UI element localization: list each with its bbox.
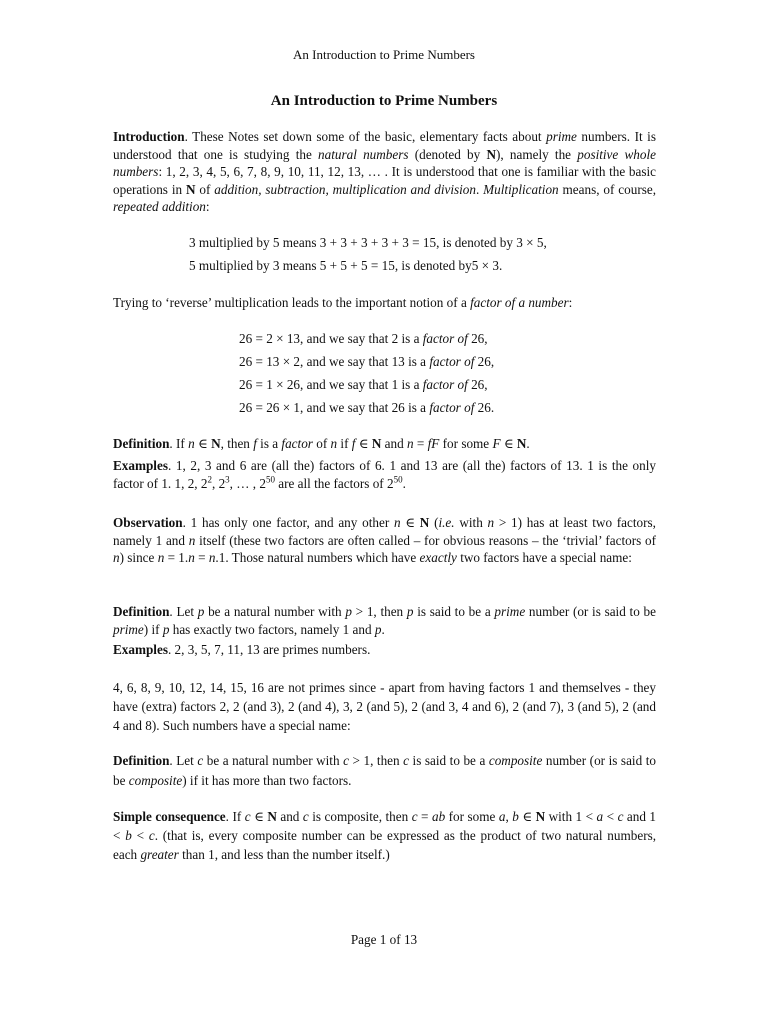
- text: numbers. It is understood that one is studying the: [113, 129, 656, 162]
- definition-label: Definition: [113, 436, 170, 451]
- mult-example: 3 multiplied by 5 means 3 + 3 + 3 + 3 + 3 = 15, is denoted by 3 × 5,: [189, 235, 547, 250]
- var: n: [188, 550, 195, 565]
- text: , … , 2: [229, 475, 266, 491]
- text: ∈: [194, 436, 212, 451]
- text: . 1 has only one factor, and any other: [182, 515, 394, 530]
- text: ), namely the: [496, 146, 578, 162]
- var: c: [617, 809, 624, 824]
- var: a: [596, 809, 604, 824]
- text: ∈: [250, 809, 268, 824]
- exponent: 50: [265, 474, 275, 485]
- text: with: [454, 515, 488, 530]
- factor-example: [239, 396, 494, 419]
- definition-factor: [113, 435, 656, 453]
- emph: factor: [281, 436, 313, 451]
- definition-label: Definition: [113, 604, 170, 619]
- examples-factors: [113, 457, 656, 492]
- text: . If: [225, 809, 245, 824]
- text: with 1 <: [545, 809, 597, 824]
- text: ) since: [119, 550, 158, 565]
- text: > 1, then: [348, 753, 404, 768]
- text: (: [429, 515, 439, 530]
- var: c: [411, 809, 418, 824]
- text: . Let: [169, 753, 198, 768]
- var: n: [188, 532, 196, 548]
- examples-label: Examples: [113, 458, 168, 473]
- var: n: [393, 515, 401, 530]
- var: p: [406, 604, 414, 619]
- page-title: An Introduction to Prime Numbers: [270, 93, 498, 109]
- naturals-symbol: N: [486, 146, 496, 162]
- exponent: 50: [393, 474, 403, 485]
- emph: greater: [140, 847, 179, 862]
- emph: factor of a number: [470, 295, 569, 310]
- text: :: [205, 199, 210, 214]
- running-header: An Introduction to Prime Numbers: [293, 47, 475, 62]
- text: <: [131, 828, 149, 843]
- text: 26 = 26 × 1, and we say that 26 is a: [239, 400, 430, 415]
- text: , 2: [211, 475, 226, 491]
- definition-composite: [113, 751, 656, 791]
- var: c: [197, 753, 204, 768]
- text: : 1, 2, 3, 4, 5, 6, 7, 8, 9, 10, 11, 12, 13, … . It is understood that one is familiar with the basic operations in: [113, 164, 656, 197]
- text: . (that is, every composite number can be expressed as the product of two natural numbers, each: [113, 828, 657, 862]
- text: is said to be a: [409, 753, 489, 768]
- intro-paragraph: [113, 128, 656, 216]
- definition-prime: [113, 603, 656, 638]
- var: b: [512, 809, 519, 824]
- var: n: [406, 436, 414, 451]
- emph: natural numbers: [318, 146, 409, 162]
- emph: prime: [494, 604, 526, 619]
- var: n: [330, 436, 338, 451]
- emph: factor of: [429, 400, 475, 415]
- emph: exactly: [419, 550, 457, 565]
- var: f: [351, 436, 356, 451]
- text: 26 = 13 × 2, and we say that 13 is a: [239, 354, 430, 369]
- observation-paragraph: [113, 514, 656, 567]
- factor-example: [239, 327, 488, 350]
- text: ,: [505, 809, 513, 824]
- emph: factor of: [422, 377, 468, 392]
- emph: positive whole numbers: [113, 146, 656, 179]
- text: and 1 <: [113, 809, 657, 843]
- emph: prime: [546, 129, 577, 144]
- text: of: [195, 181, 215, 197]
- var: n: [208, 550, 216, 565]
- text: if: [337, 436, 352, 451]
- text: number (or is said to be: [113, 753, 656, 788]
- text: and: [276, 809, 303, 824]
- text: 26 = 2 × 13, and we say that 2 is a: [239, 331, 423, 346]
- text: > 1) has at least two factors, namely 1 and: [113, 515, 656, 548]
- naturals-symbol: N: [211, 436, 221, 451]
- text: be a natural number with: [204, 604, 346, 619]
- text: . 2, 3, 5, 7, 11, 13 are primes numbers.: [167, 642, 371, 657]
- text: 26,: [467, 377, 488, 392]
- naturals-symbol: N: [267, 809, 277, 824]
- examples-label: Examples: [113, 642, 168, 657]
- var: p: [345, 604, 352, 619]
- var: c: [343, 753, 349, 768]
- text: ) if: [143, 621, 163, 637]
- text: .: [381, 621, 385, 637]
- var: c: [403, 753, 410, 768]
- text: . These Notes set down some of the basic, elementary facts about: [184, 129, 547, 144]
- text: =: [417, 809, 432, 824]
- intro-label: Introduction: [113, 129, 185, 144]
- text: is composite, then: [308, 809, 412, 824]
- var: fF: [427, 436, 440, 451]
- text: means, of course,: [558, 181, 656, 197]
- var: a: [498, 809, 506, 824]
- emph: repeated addition: [113, 199, 206, 214]
- text: is a: [256, 436, 282, 451]
- text: > 1, then: [351, 604, 407, 619]
- text: . If: [169, 436, 189, 451]
- text: =: [413, 436, 428, 451]
- mult-example: 5 multiplied by 3 means 5 + 5 + 5 = 15, is denoted by5 × 3.: [189, 258, 503, 273]
- emph: prime: [113, 621, 144, 637]
- page-number: Page 1 of 13: [350, 932, 418, 947]
- text: number (or is said to be: [525, 604, 656, 619]
- emph: Multiplication: [483, 181, 559, 197]
- text: = 1.: [164, 550, 189, 565]
- text: 26 = 1 × 26, and we say that 1 is a: [239, 377, 423, 392]
- text: .: [475, 181, 484, 197]
- definition-label: Definition: [113, 753, 170, 768]
- text: (denoted by: [408, 146, 487, 162]
- nonprimes-paragraph: 4, 6, 8, 9, 10, 12, 14, 15, 16 are not primes since - apart from having factors 1 and themselves - they have (extra) factors 2, 2 (and 3), 2 (and 4), 3, 2 (and 5), 2 (and 3, 4 and 6), 2 (and 7), 3 (and 5), 2 (and 4 and 8). Such numbers have a special name:: [113, 680, 656, 733]
- observation-label: Observation: [113, 515, 183, 530]
- naturals-symbol: N: [371, 436, 382, 451]
- text: has exactly two factors, namely 1 and: [169, 621, 375, 637]
- var: n: [157, 550, 165, 565]
- text: 26,: [467, 331, 488, 346]
- exponent: 3: [225, 474, 230, 485]
- text: .: [526, 436, 530, 451]
- consequence-label: Simple consequence: [113, 809, 226, 824]
- text: .: [402, 475, 406, 491]
- examples-primes: [113, 641, 656, 659]
- emph: composite: [128, 773, 183, 788]
- text: <: [603, 809, 618, 824]
- emph: factor of: [422, 331, 468, 346]
- var: b: [125, 828, 132, 843]
- var: c: [148, 828, 155, 843]
- text: =: [194, 550, 209, 565]
- var: c: [302, 809, 309, 824]
- text: and: [381, 436, 407, 451]
- var: n: [487, 515, 495, 530]
- text: itself (these two factors are often called – for obvious reasons – the ‘trivial’ factors of: [195, 532, 656, 548]
- text: . 1, 2, 3 and 6 are (all the) factors of 6. 1 and 13 are (all the) factors of 13. 1 is the only factor of 1. 1, 2, 2: [113, 458, 656, 491]
- text: ) if it has more than two factors.: [182, 773, 352, 788]
- text: ∈: [355, 436, 372, 451]
- text: ∈: [518, 809, 536, 824]
- var: n: [113, 550, 120, 565]
- text: is said to be a: [413, 604, 495, 619]
- text: Trying to ‘reverse’ multiplication leads to the important notion of a: [113, 295, 471, 310]
- emph: addition, subtraction, multiplication and division: [214, 181, 476, 197]
- emph: factor of: [429, 354, 475, 369]
- var: n: [188, 436, 195, 451]
- text: two factors have a special name:: [456, 550, 632, 565]
- var: f: [253, 436, 257, 451]
- var: p: [374, 621, 382, 637]
- var: F: [492, 436, 501, 451]
- factor-example: [239, 350, 494, 373]
- text: :: [568, 295, 573, 310]
- text: of: [312, 436, 331, 451]
- var: p: [162, 621, 170, 637]
- naturals-symbol: N: [185, 181, 196, 197]
- var: c: [244, 809, 251, 824]
- var: ab: [431, 809, 446, 824]
- naturals-symbol: N: [535, 809, 546, 824]
- factor-example: [239, 373, 488, 396]
- text: be a natural number with: [203, 753, 344, 768]
- text: .1. Those natural numbers which have: [215, 550, 420, 565]
- exponent: 2: [207, 474, 212, 485]
- text: ∈: [500, 436, 517, 451]
- text: for some: [445, 809, 499, 824]
- text: 26,: [474, 354, 495, 369]
- naturals-symbol: N: [419, 515, 430, 530]
- text: , then: [220, 436, 254, 451]
- text: are all the factors of 2: [274, 475, 394, 491]
- emph: composite: [488, 753, 543, 768]
- text: . Let: [169, 604, 198, 619]
- var: p: [197, 604, 205, 619]
- reverse-paragraph: [113, 294, 656, 312]
- naturals-symbol: N: [516, 436, 527, 451]
- text: 26.: [474, 400, 495, 415]
- text: than 1, and less than the number itself.): [178, 847, 390, 862]
- emph: i.e.: [438, 515, 455, 530]
- text: for some: [439, 436, 493, 451]
- simple-consequence: [113, 807, 656, 864]
- text: ∈: [400, 515, 420, 530]
